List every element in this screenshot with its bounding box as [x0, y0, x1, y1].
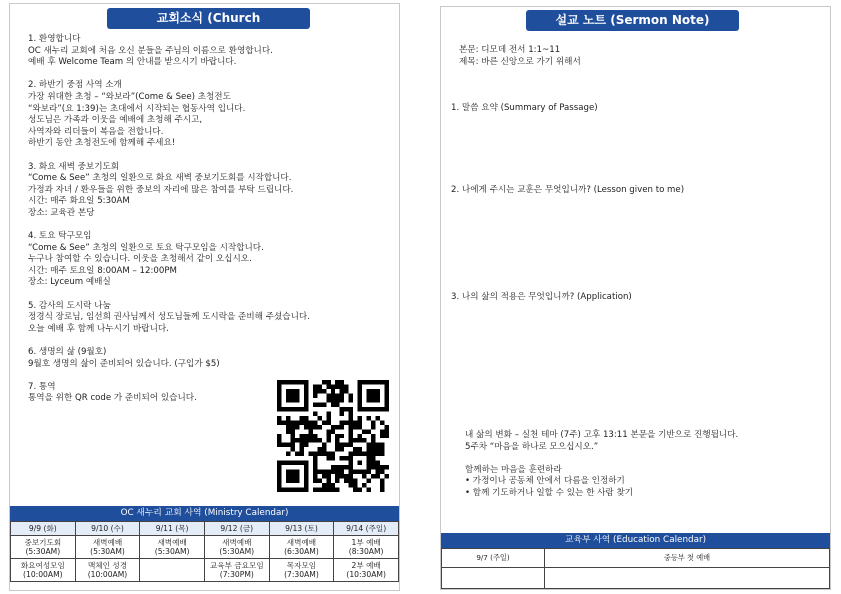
announcement-text: 9월호 생명의 삶이 준비되어 있습니다. (구입가 $5) [28, 358, 220, 369]
announcement-text: 누구나 참여할 수 있습니다. 이웃을 초청해서 같이 오십시오. [28, 254, 252, 265]
sermon-info [459, 45, 581, 68]
practice-theme [465, 430, 738, 500]
calendar-cell: 새벽예배 (6:30AM) [269, 536, 334, 559]
announcements-panel [9, 3, 400, 591]
question-application: 3. 나의 삶의 적용은 무엇입니까? (Application) [451, 292, 632, 302]
calendar-cell: 2부 예배 (10:30AM) [334, 559, 399, 582]
announcement-text: 오늘 예배 후 함께 나누시기 바랍니다. [28, 323, 169, 334]
calendar-day-header: 9/12 (금) [204, 522, 269, 536]
education-cell: 중등부 첫 예배 [545, 549, 830, 568]
announcement-text: “Come & See” 초청의 일환으로 화요 새벽 중보기도회를 시작합니다. [28, 173, 292, 184]
calendar-cell: 목자모임 (7:30AM) [269, 559, 334, 582]
calendar-cell: 1부 예배 (8:30AM) [334, 536, 399, 559]
announcement-heading: 2. 하반기 중점 사역 소개 [28, 80, 122, 91]
calendar-day-header: 9/10 (수) [75, 522, 140, 536]
calendar-cell: 교육부 금요모임 (7:30PM) [204, 559, 269, 582]
announcement-item [28, 34, 396, 69]
calendar-cell: 새벽예배 (5:30AM) [204, 536, 269, 559]
qr-code-icon[interactable] [276, 380, 390, 492]
sermon-scripture: 본문: 디모데 전서 1:1~11 [459, 45, 561, 55]
calendar-day-header: 9/9 (화) [11, 522, 76, 536]
announcement-text: 사역자와 리더들이 복음을 전합니다. [28, 126, 164, 137]
practice-line: 내 삶의 변화 – 실천 테마 (7주) 고후 13:11 본문을 기반으로 진행됩니다. [465, 430, 739, 440]
announcement-heading: 7. 통역 [28, 381, 56, 392]
practice-line: • 함께 기도하거나 일할 수 있는 한 사람 찾기 [465, 487, 634, 498]
announcement-text: 정경식 장로님, 임선희 권사님께서 성도님들께 도시락을 준비해 주셨습니다. [28, 312, 310, 323]
calendar-cell: 맥체인 성경 (10:00AM) [75, 559, 140, 582]
announcement-text: 가장 위대한 초청 – “와보라”(Come & See) 초청전도 [28, 91, 231, 102]
announcement-text: 성도님은 가족과 이웃을 예배에 초청해 주시고, [28, 115, 203, 126]
announcement-text: 시간: 매주 토요일 8:00AM – 12:00PM [28, 265, 177, 276]
table-row [11, 536, 399, 559]
calendar-day-header: 9/13 (토) [269, 522, 334, 536]
practice-line: • 가정이나 공동체 안에서 다름을 인정하기 [465, 476, 625, 487]
announcement-text: 통역을 위한 QR code 가 준비되어 있습니다. [28, 393, 197, 404]
sermon-note-panel [440, 6, 831, 590]
announcement-text: OC 새누리 교회에 처음 오신 분들을 주님의 이름으로 환영합니다. [28, 45, 273, 56]
question-summary: 1. 말씀 요약 (Summary of Passage) [451, 103, 598, 113]
education-cell [442, 568, 545, 589]
announcement-text: 하반기 동안 초청전도에 함께해 주세요! [28, 138, 176, 149]
announcement-text: “Come & See” 초청의 일환으로 토요 탁구모임을 시작합니다. [28, 242, 264, 253]
calendar-cell: 화요여성모임 (10:00AM) [11, 559, 76, 582]
announcement-item [28, 162, 396, 220]
table-row [442, 568, 830, 589]
calendar-cell: 새벽예배 (5:30AM) [75, 536, 140, 559]
announcement-text: 예배 후 Welcome Team 의 안내를 받으시기 바랍니다. [28, 57, 237, 68]
calendar-cell: 새벽예배 (5:30AM) [140, 536, 205, 559]
announcement-text: “와보라”(요 1:39)는 초대에서 시작되는 협동사역 입니다. [28, 103, 246, 114]
announcement-text: 장소: 교육관 본당 [28, 207, 95, 218]
table-row [442, 549, 830, 568]
education-calendar-title: 교육부 사역 (Education Calendar) [441, 533, 830, 548]
announcement-heading: 6. 생명의 삶 (9월호) [28, 347, 107, 358]
announcement-item [28, 80, 396, 150]
calendar-day-header: 9/11 (목) [140, 522, 205, 536]
announcement-text: 장소: Lyceum 예배실 [28, 277, 111, 288]
sermon-title: 설교 노트 (Sermon Note) [526, 10, 739, 31]
practice-line [465, 453, 738, 465]
announcement-item [28, 347, 396, 370]
practice-line: 함께하는 마음을 훈련하라 [465, 464, 562, 475]
announcement-text: 가정과 자녀 / 환우들을 위한 중보의 자리에 많은 참여를 부탁 드립니다. [28, 184, 294, 195]
announcement-text: 시간: 매주 화요일 5:30AM [28, 196, 130, 207]
education-cell: 9/7 (주일) [442, 549, 545, 568]
announcements-list [28, 34, 396, 417]
announcement-heading: 1. 환영합니다 [28, 34, 81, 44]
ministry-calendar-title: OC 새누리 교회 사역 (Ministry Calendar) [10, 506, 399, 521]
announcement-item [28, 301, 396, 336]
calendar-cell: 중보기도회 (5:30AM) [11, 536, 76, 559]
education-calendar-table [441, 548, 830, 589]
announcements-title: 교회소식 (Church Announcements) [107, 8, 310, 29]
question-lesson: 2. 나에게 주시는 교훈은 무엇입니까? (Lesson given to me) [451, 185, 685, 195]
announcement-item [28, 231, 396, 289]
table-row [11, 559, 399, 582]
practice-line: 5주차 “마음을 하나로 모으십시오.” [465, 441, 599, 452]
sermon-subject: 제목: 바른 신앙으로 가기 위해서 [459, 56, 581, 67]
announcement-heading: 5. 감사의 도시락 나눔 [28, 300, 111, 311]
announcement-heading: 3. 화요 새벽 중보기도회 [28, 161, 120, 172]
calendar-cell [140, 559, 205, 582]
announcement-heading: 4. 토요 탁구모임 [28, 231, 92, 242]
calendar-day-header: 9/14 (주일) [334, 522, 399, 536]
education-cell [545, 568, 830, 589]
ministry-calendar-table [10, 521, 399, 582]
